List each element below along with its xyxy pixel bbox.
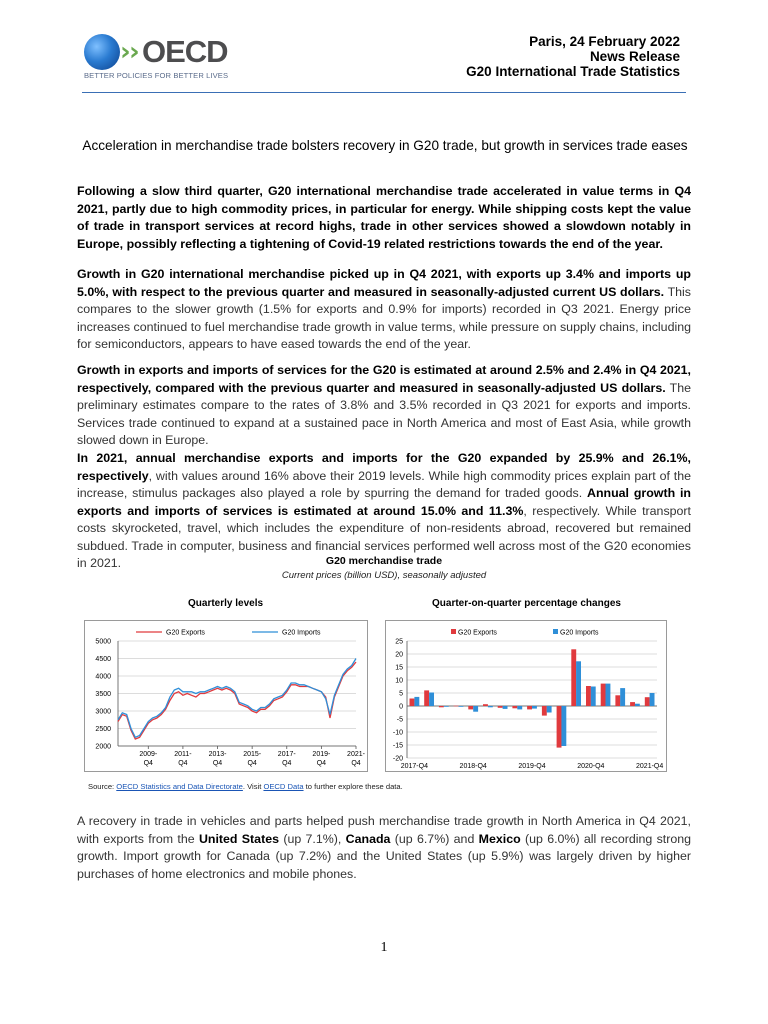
x-tick-label: 2021-Q4 [636, 763, 664, 770]
source-text: to further explore these data. [303, 782, 403, 791]
x-tick-label: 2018-Q4 [459, 763, 487, 770]
x-tick-label: Q4 [316, 760, 327, 767]
bar [615, 695, 620, 706]
y-tick-label: 15 [395, 664, 403, 672]
legend-swatch [553, 629, 558, 634]
page-number: 1 [380, 940, 388, 955]
bar [439, 706, 444, 707]
bar [527, 706, 532, 709]
lead-paragraph: Following a slow third quarter, G20 international merchandise trade accelerated in value terms in Q4 2021, partly due to high commodity prices, in particular for energy. While shipping costs kept the value of trade in transport services at record highs, trade in other services showed a slowdown notably in Europe, possibly reflecting a tightening of Covid-19 related restrictions towards the end of the year. [77, 184, 691, 251]
header-divider [82, 92, 686, 93]
paragraph-bold: Annual growth in exports and imports of services is estimated at around 15.0% and 11.3% [77, 486, 691, 518]
x-tick-label: Q4 [247, 760, 257, 767]
legend-label: G20 Imports [560, 629, 599, 637]
bar [488, 706, 493, 707]
legend-label: G20 Exports [166, 629, 205, 637]
left-panel-title: Quarterly levels [188, 598, 264, 609]
bar [473, 706, 478, 712]
bar [454, 706, 459, 707]
paragraph-bold: In 2021, annual merchandise exports and imports for the G20 expanded by 25.9% and 26.1%, respectively [77, 451, 691, 483]
x-tick-label: 2017-Q4 [400, 763, 428, 770]
bar [503, 706, 508, 709]
globe-icon [84, 34, 120, 70]
x-tick-label: Q4 [212, 760, 223, 767]
bar [542, 706, 547, 716]
bar [512, 706, 517, 708]
y-tick-label: 25 [395, 638, 403, 646]
chevron-icon: › [129, 37, 140, 67]
paragraph-text: A recovery in trade in vehicles and parts helped push merchandise trade growth in North America in Q4 2021, with exports from the [77, 814, 691, 846]
bar [547, 706, 552, 713]
bar [630, 702, 635, 706]
y-tick-label: 2000 [95, 743, 111, 751]
x-tick-label: 2009- [139, 751, 158, 758]
bar [498, 706, 503, 708]
x-tick-label: 2011- [174, 751, 192, 758]
logo-wordmark: OECD [142, 34, 228, 69]
country-canada: Canada [345, 831, 391, 846]
figure-title: G20 merchandise trade [325, 555, 443, 567]
bar [414, 697, 419, 706]
bar [571, 649, 576, 706]
release-type: News Release [589, 49, 680, 64]
bar [429, 693, 434, 707]
release-series: G20 International Trade Statistics [466, 64, 680, 79]
paragraph-services [77, 362, 691, 450]
country-united-states: United States [198, 831, 279, 846]
x-tick-label: Q4 [143, 760, 153, 767]
paragraph-bold: Growth in G20 international merchandise picked up in Q4 2021, with exports up 3.4% and imports up 5.0%, with respect to the previous quarter and measured in seasonally-adjusted current US dollars. [77, 267, 691, 299]
y-tick-label: 3000 [95, 708, 111, 716]
y-tick-label: 5 [399, 690, 403, 698]
source-link-oecd-statistics[interactable]: OECD Statistics and Data Directorate [116, 782, 243, 791]
y-tick-label: 10 [395, 677, 403, 685]
bar [468, 706, 473, 709]
paragraph-merchandise [77, 266, 691, 354]
bar [532, 706, 537, 709]
x-tick-label: 2013- [208, 751, 227, 758]
source-text: . Visit [242, 782, 264, 791]
paragraph-bold: Growth in exports and imports of services for the G20 is estimated at around 2.5% and 2.4% in Q4 2021, respectively, compared with the previous quarter and measured in seasonally-adjusted US dollars. [77, 363, 691, 395]
figure-subtitle: Current prices (billion USD), seasonally adjusted [281, 570, 487, 581]
bar [410, 699, 415, 707]
release-header [466, 34, 680, 79]
oecd-logo [84, 34, 234, 80]
y-tick-label: 2500 [95, 726, 111, 733]
x-tick-label: Q4 [282, 760, 292, 767]
paragraph-text: (up 6.7%) and [390, 831, 479, 846]
bar [645, 697, 650, 706]
y-tick-label: -5 [396, 716, 403, 724]
y-tick-label: 20 [395, 651, 403, 659]
logo-tagline: BETTER POLICIES FOR BETTER LIVES [84, 71, 229, 80]
x-tick-label: 2015- [243, 751, 262, 758]
source-link-oecd-data[interactable]: OECD Data [263, 782, 304, 791]
x-tick-label: 2021- [347, 751, 365, 758]
paragraph-text: The preliminary estimates compare to the rates of 3.8% and 3.5% recorded in Q3 2021 for exports and imports. Services trade continued to expand at a sustained pace in North America and most of East Asia, while growth slowed down in Europe. [77, 380, 691, 447]
x-tick-label: 2019-Q4 [518, 763, 546, 770]
y-tick-label: 4000 [95, 673, 111, 681]
bar [561, 706, 566, 746]
bar [591, 687, 596, 707]
y-tick-label: -15 [392, 742, 403, 750]
bar [459, 706, 464, 707]
y-tick-label: 5000 [95, 638, 111, 646]
bar [606, 684, 611, 706]
paragraph-text: (up 6.0%) all recording strong growth. Import growth for Canada (up 7.2%) and the United States (up 5.9%) was largely driven by higher purchases of home electronics and mobile phones. [77, 831, 692, 881]
legend-swatch [451, 629, 456, 634]
x-tick-label: 2017- [277, 751, 296, 758]
legend-label: G20 Exports [458, 629, 497, 637]
bar [424, 690, 429, 706]
bar [444, 706, 449, 707]
paragraph-text: (up 7.1%), [279, 831, 346, 846]
chevron-icon: › [120, 37, 131, 67]
figure-source [88, 782, 403, 791]
quarterly-levels-chart [84, 620, 368, 772]
x-tick-label: Q4 [178, 760, 188, 767]
paragraph-north-america [77, 813, 691, 883]
bar [483, 704, 488, 706]
country-mexico: Mexico [478, 831, 521, 846]
y-tick-label: -20 [392, 755, 403, 763]
y-tick-label: 4500 [95, 656, 111, 663]
bar [620, 688, 625, 706]
x-tick-label: 2020-Q4 [577, 763, 605, 770]
headline: Acceleration in merchandise trade bolsters recovery in G20 trade, but growth in services trade eases [82, 138, 688, 153]
y-tick-label: 0 [399, 703, 403, 711]
paragraph-text: This compares to the slower growth (1.5% for exports and 0.9% for imports) recorded in Q3 2021. Energy price increases continued to fuel merchandise trade growth in value terms, while pressure on supply chains, including for semiconductors, appears to have eased towards the end of the year. [77, 284, 691, 351]
bar [601, 684, 606, 706]
paragraph-text: , respectively. While transport costs skyrocketed, travel, which includes the expenditure of non-residents abroad, recovered but remained subdued. Trade in computer, business and financial services performed well across most of the G20 economies in 2021. [77, 503, 691, 570]
bar [635, 704, 640, 706]
bar [586, 686, 591, 706]
y-tick-label: -10 [392, 729, 403, 737]
bar [576, 661, 581, 706]
bar [517, 706, 522, 709]
paragraph-text: , with values around 16% above their 2019 levels. While high commodity prices explain part of the increase, stimulus packages also played a role by spurring the demand for traded goods. [77, 468, 691, 500]
legend-label: G20 Imports [282, 629, 321, 637]
bar [650, 693, 655, 706]
x-tick-label: Q4 [351, 760, 361, 767]
source-label: Source: [88, 782, 117, 791]
x-tick-label: 2019- [312, 751, 331, 758]
y-tick-label: 3500 [95, 691, 111, 698]
bar [557, 706, 562, 748]
qoq-change-chart [385, 620, 667, 772]
release-date: Paris, 24 February 2022 [529, 34, 680, 49]
right-panel-title: Quarter-on-quarter percentage changes [432, 598, 621, 609]
